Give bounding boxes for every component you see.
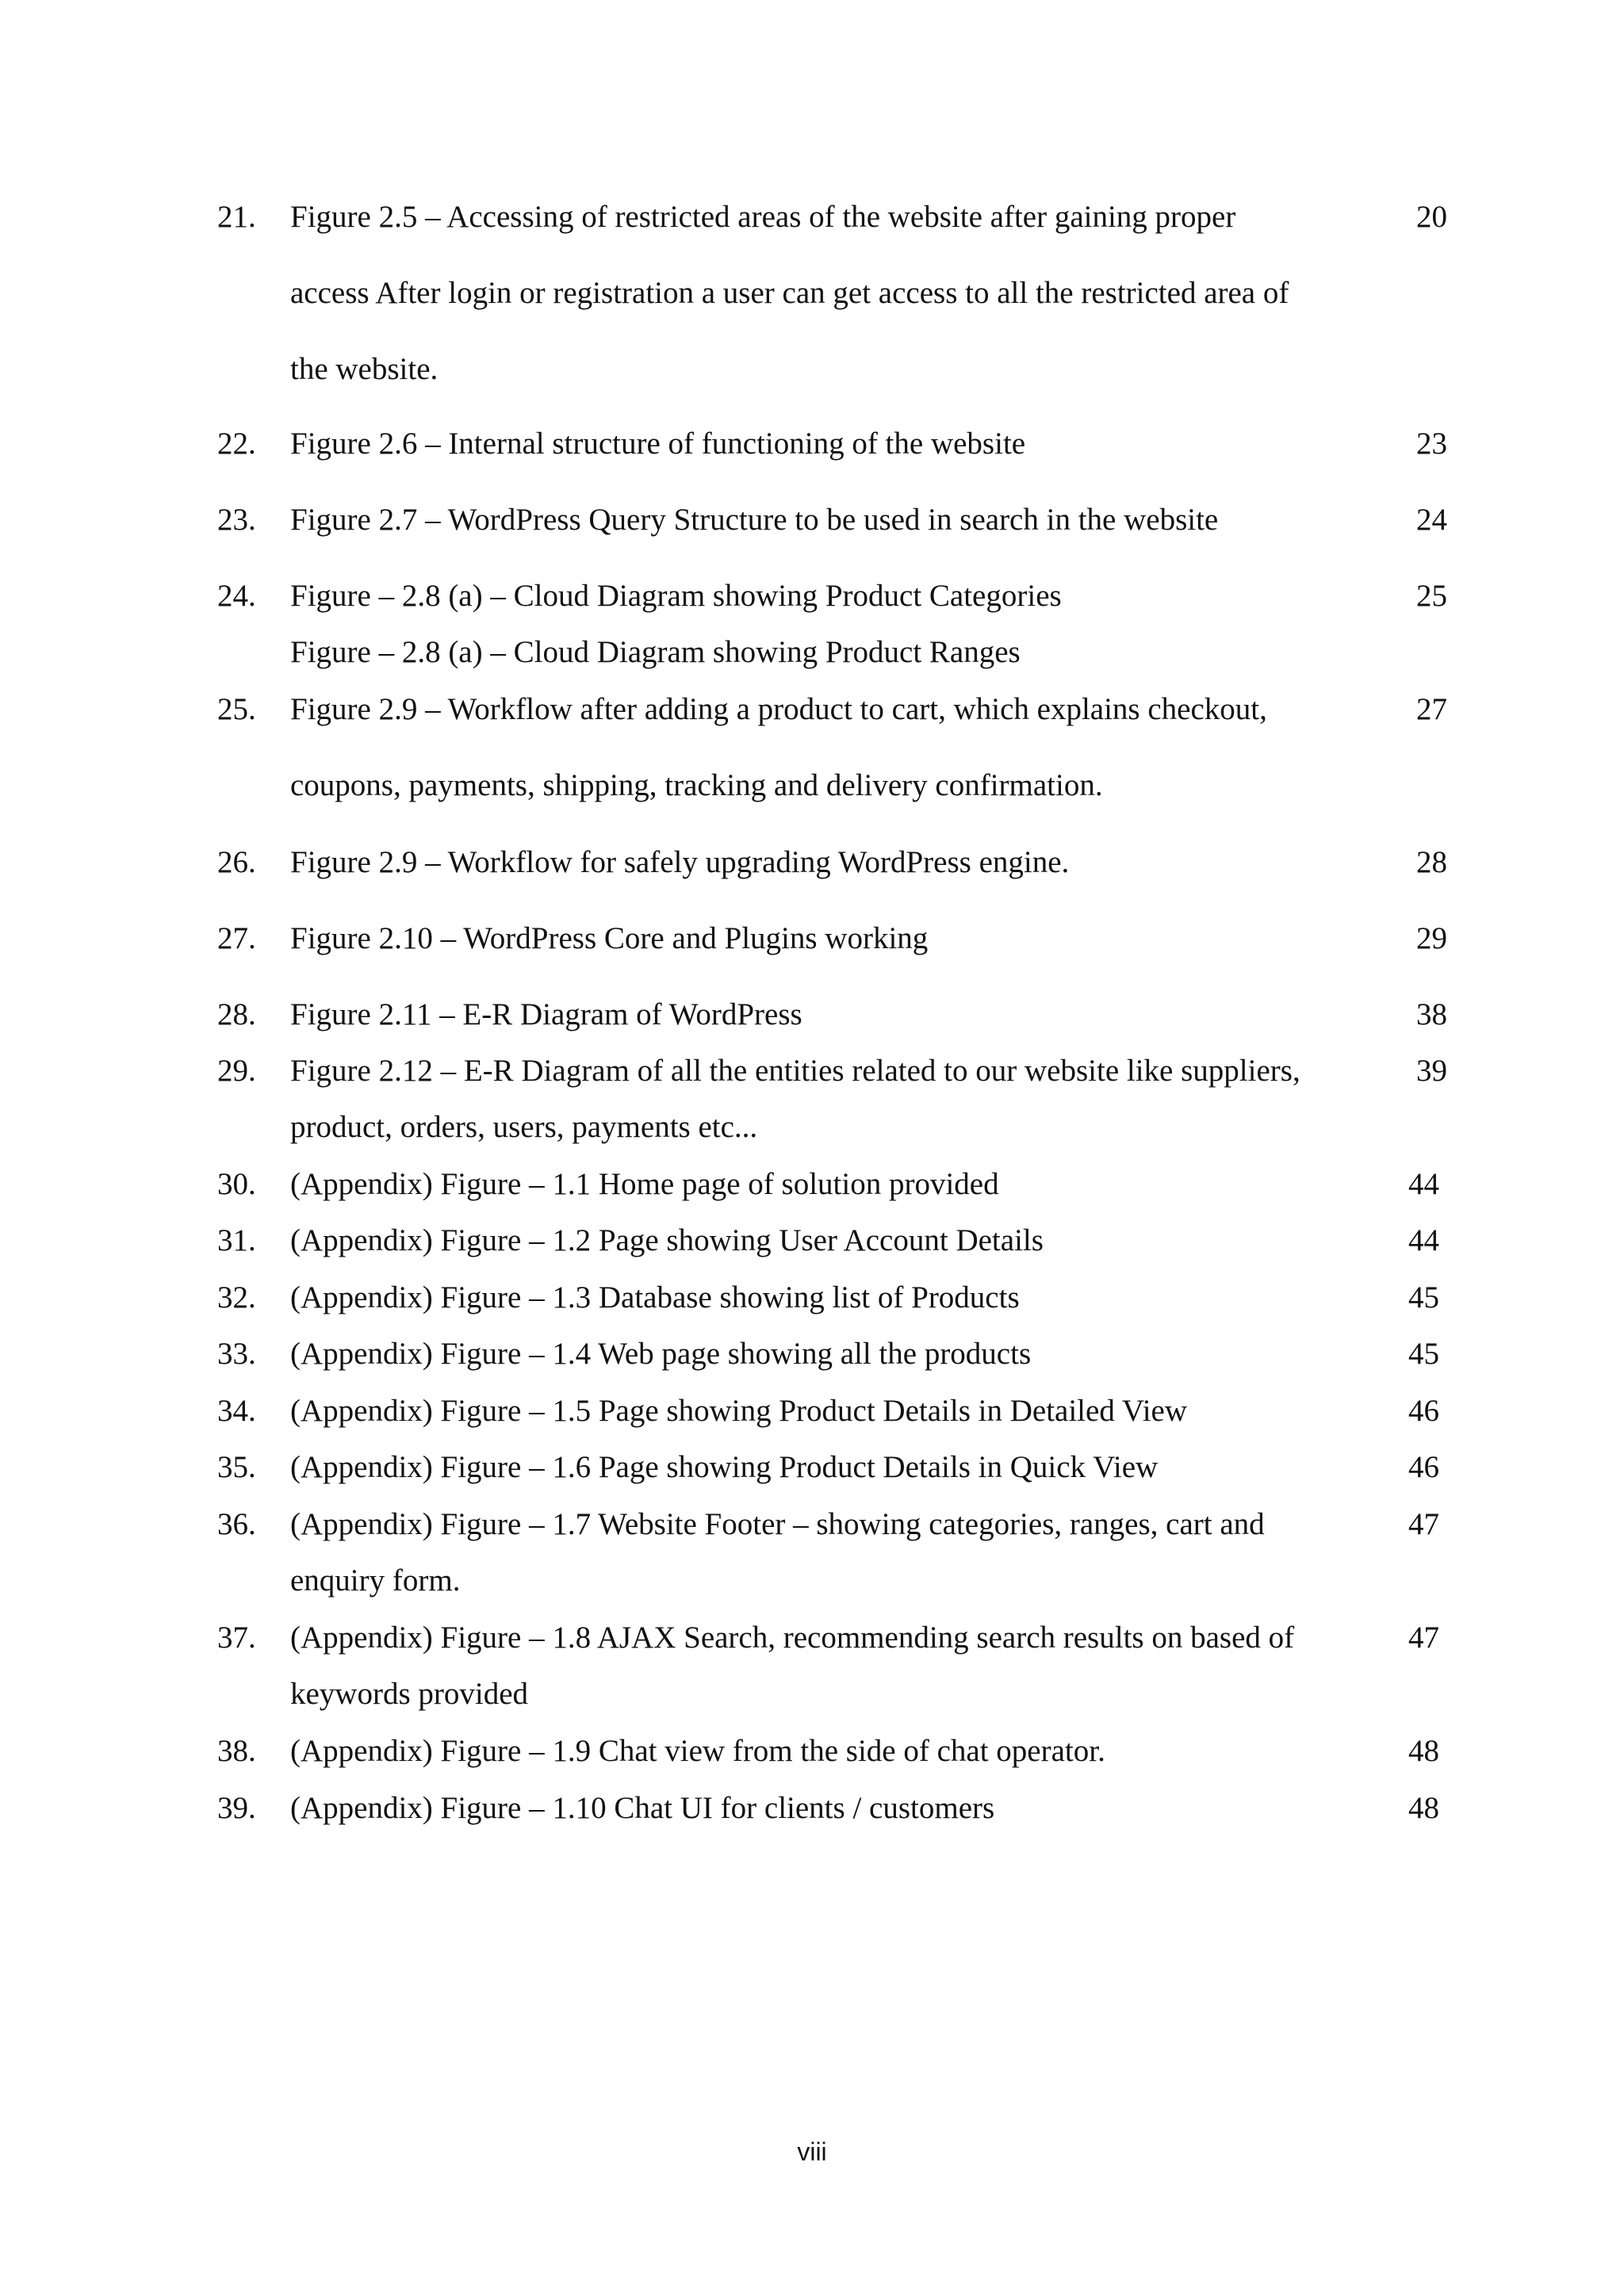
figure-entry-page-number: 45 [1408,1337,1439,1371]
figure-entry-number: 29. [217,1054,256,1088]
figure-entry-title-line: Figure 2.10 – WordPress Core and Plugins working [290,921,929,955]
figure-entry-page-number: 20 [1416,200,1447,234]
figure-entry-number: 33. [217,1337,256,1371]
figure-entry-title [290,577,1377,690]
figure-entry-title-line: coupons, payments, shipping, tracking and delivery confirmation. [290,768,1103,802]
figure-entry-title-line: enquiry form. [290,1563,461,1598]
figure-entry-title [290,1335,1377,1391]
figure-entry-page-number: 44 [1408,1223,1439,1257]
figure-entry-title-line: (Appendix) Figure – 1.10 Chat UI for clients / customers [290,1791,995,1825]
figure-entry-page-number: 38 [1416,997,1447,1031]
figure-entry-title [290,1619,1377,1732]
figure-entry-number: 32. [217,1280,256,1314]
figure-entry-title [290,1165,1377,1222]
figure-entry-title-line: access After login or registration a user can get access to all the restricted area of [290,276,1289,310]
figure-entry-page-number: 29 [1416,921,1447,955]
figure-entry-title-line: Figure 2.9 – Workflow for safely upgrading WordPress engine. [290,845,1070,879]
figure-entry-title [290,198,1377,427]
figure-entry-title-line: (Appendix) Figure – 1.3 Database showing list of Products [290,1280,1020,1314]
figure-entry-title-line: Figure – 2.8 (a) – Cloud Diagram showing Product Categories [290,579,1062,613]
figure-entry-title-line: (Appendix) Figure – 1.2 Page showing User Account Details [290,1223,1044,1257]
figure-entry-number: 24. [217,579,256,613]
figure-entry-page-number: 44 [1408,1167,1439,1201]
figure-entry-title-line: Figure 2.5 – Accessing of restricted areas of the website after gaining proper [290,200,1236,234]
figure-entry-title-line: Figure 2.12 – E-R Diagram of all the entities related to our website like suppliers, [290,1054,1300,1088]
figure-entry-number: 39. [217,1791,256,1825]
figure-entry-title [290,844,1377,920]
figure-entry-number: 36. [217,1507,256,1541]
figure-entry-title [290,1506,1377,1618]
figure-entry-number: 30. [217,1167,256,1201]
figure-entry-page-number: 24 [1416,503,1447,537]
figure-entry-number: 26. [217,845,256,879]
figure-entry-title-line: Figure – 2.8 (a) – Cloud Diagram showing Product Ranges [290,635,1021,669]
figure-entry-title-line: Figure 2.11 – E-R Diagram of WordPress [290,997,802,1031]
figure-entry-title [290,1448,1377,1505]
figure-entry-title [290,996,1377,1052]
figure-entry-page-number: 47 [1408,1507,1439,1541]
figure-entry-title-line: (Appendix) Figure – 1.7 Website Footer – showing categories, ranges, cart and [290,1507,1265,1541]
figure-entry-number: 27. [217,921,256,955]
figure-entry-page-number: 47 [1408,1621,1439,1655]
figure-entry-title-line: (Appendix) Figure – 1.4 Web page showing all the products [290,1337,1032,1371]
figure-entry-number: 21. [217,200,256,234]
figure-entry-title-line: Figure 2.7 – WordPress Query Structure to be used in search in the website [290,503,1219,537]
figure-entry-title [290,1222,1377,1278]
figure-entry-number: 23. [217,503,256,537]
figure-entry-title [290,1392,1377,1448]
figure-entry-title-line: (Appendix) Figure – 1.1 Home page of solution provided [290,1167,999,1201]
figure-entry-page-number: 46 [1408,1450,1439,1484]
figure-entry-title-line: (Appendix) Figure – 1.5 Page showing Product Details in Detailed View [290,1394,1187,1428]
figure-entry-title [290,1279,1377,1335]
figure-entry-page-number: 39 [1416,1054,1447,1088]
figure-entry-title [290,1052,1377,1165]
figure-entry-number: 38. [217,1734,256,1768]
figure-entry-title [290,425,1377,501]
figure-entry-page-number: 25 [1416,579,1447,613]
figure-entry-title-line: (Appendix) Figure – 1.6 Page showing Product Details in Quick View [290,1450,1159,1484]
figure-entry-page-number: 27 [1416,692,1447,726]
figure-entry-number: 34. [217,1394,256,1428]
figure-entry-page-number: 48 [1408,1791,1439,1825]
figure-entry-title [290,501,1377,577]
page-number: viii [797,2137,827,2166]
figure-entry-number: 25. [217,692,256,726]
figure-entry-number: 31. [217,1223,256,1257]
figure-entry-number: 28. [217,997,256,1031]
figure-entry-title-line: (Appendix) Figure – 1.8 AJAX Search, recommending search results on based of [290,1621,1295,1655]
figure-entry-number: 35. [217,1450,256,1484]
figure-entry-title-line: product, orders, users, payments etc... [290,1110,758,1144]
figure-entry-title [290,1789,1377,1846]
figure-entry-page-number: 45 [1408,1280,1439,1314]
figure-entry-page-number: 23 [1416,427,1447,461]
figure-entry-number: 37. [217,1621,256,1655]
figure-entry-title [290,1732,1377,1789]
figure-entry-title [290,920,1377,996]
figure-entry-title-line: Figure 2.9 – Workflow after adding a product to cart, which explains checkout, [290,692,1267,726]
figure-entry-title-line: Figure 2.6 – Internal structure of functioning of the website [290,427,1026,461]
figure-entry-title [290,691,1377,843]
figure-entry-title-line: the website. [290,352,439,386]
figure-entry-title-line: keywords provided [290,1677,529,1711]
figure-entry-number: 22. [217,427,256,461]
figure-entry-page-number: 28 [1416,845,1447,879]
figure-entry-page-number: 48 [1408,1734,1439,1768]
figure-entry-page-number: 46 [1408,1394,1439,1428]
figure-entry-title-line: (Appendix) Figure – 1.9 Chat view from the side of chat operator. [290,1734,1105,1768]
